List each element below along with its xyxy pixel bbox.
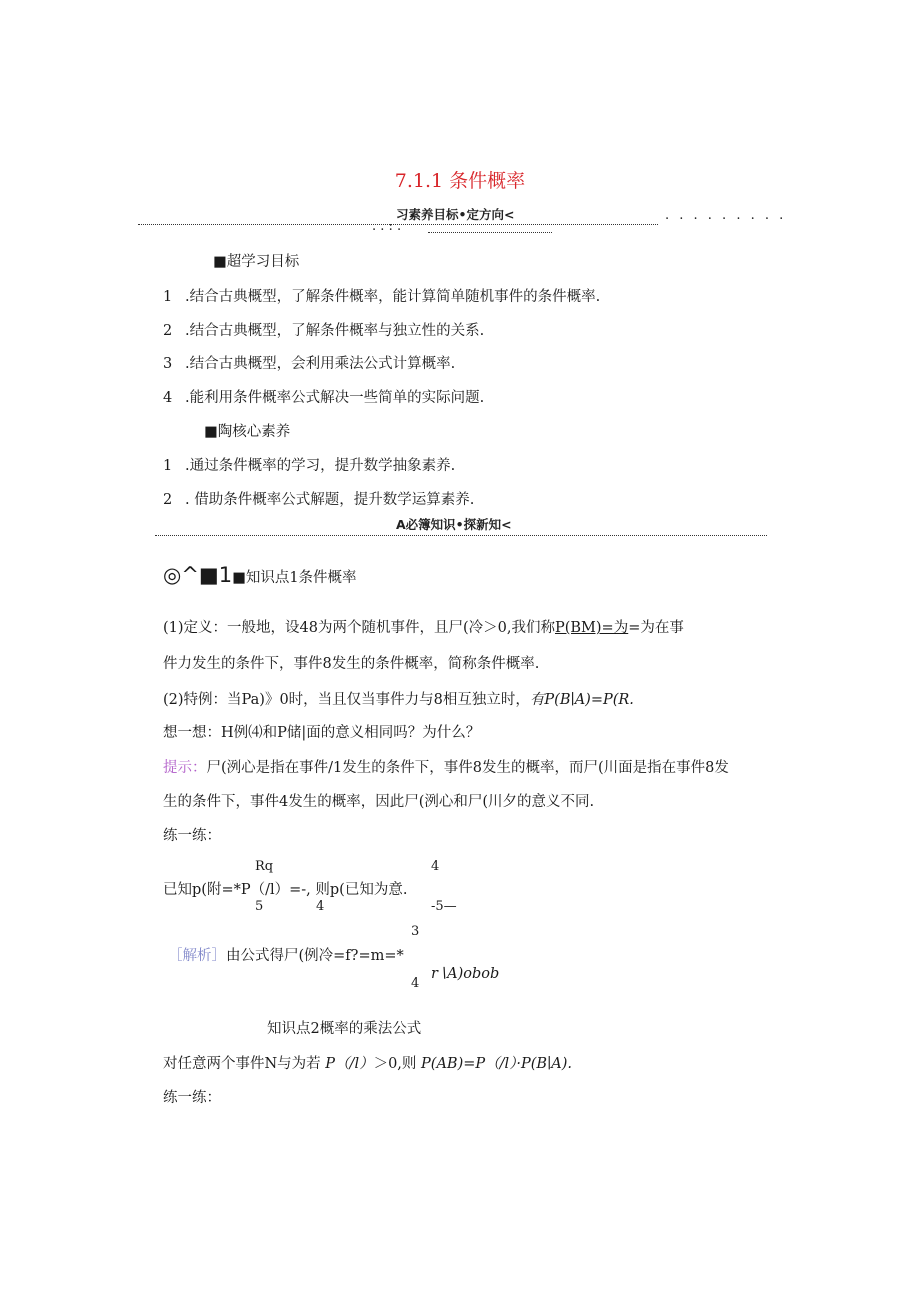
exercise-top-fraction: Rq [255, 859, 274, 874]
solution-formula: r∖A)obob [431, 966, 500, 982]
hint-line-1: 提示：尸(洌心是指在事件/1发生的条件下，事件8发生的概率，而尸(川面是指在事件8发 [163, 760, 729, 776]
definition-line-2: 件力发生的条件下，事件8发生的条件概率，简称条件概率. [163, 656, 540, 672]
knowledge-point-1-icon: ◎^■1 [163, 563, 233, 587]
practice-label-2: 练一练： [163, 1090, 221, 1106]
solution-label: ［解析］ [168, 948, 226, 964]
independence-formula: 有P(B∣A)=P(R. [529, 692, 634, 708]
section-heading-core: ■陶核心素养 [204, 424, 291, 440]
hint-label: 提示： [163, 760, 207, 776]
special-case-line: (2)特例：当Pa)》0时，当且仅当事件力与8相互独立时，有P(B∣A)=P(R. [163, 692, 634, 708]
section-banner-goals: 习素养目标•定方向< [392, 205, 518, 223]
core-item: 1 .通过条件概率的学习，提升数学抽象素养. [163, 458, 456, 474]
exercise-top-number: 4 [431, 859, 440, 874]
knowledge-point-1-heading [163, 563, 357, 587]
section-heading-goals: ■超学习目标 [213, 254, 300, 270]
multiplication-rule-line: 对任意两个事件N与为若 P（/l）＞0,则 P(AB)=P（/l）·P(B∣A). [163, 1056, 573, 1072]
goal-item: 2 .结合古典概型，了解条件概率与独立性的关系. [163, 323, 485, 339]
knowledge-point-1-title: ■知识点1条件概率 [232, 570, 357, 586]
page-title: 7.1.1 条件概率 [394, 170, 526, 192]
conditional-probability-formula: P(BM)=为 [554, 620, 629, 636]
section-banner-knowledge: A必簿知识•探新知< [392, 515, 516, 533]
solution-bottom-number: 4 [411, 976, 420, 991]
exercise-denominator-1: 5 [255, 899, 264, 914]
knowledge-point-2-title: 知识点2概率的乘法公式 [267, 1021, 422, 1037]
banner-divider-sub [428, 232, 552, 233]
banner-divider-knowledge [155, 535, 767, 536]
multiplication-formula: P(AB)=P（/l）·P(B∣A). [421, 1056, 573, 1072]
exercise-denominator-3: -5— [431, 899, 457, 914]
hint-line-2: 生的条件下，事件4发生的概率，因此尸(洌心和尸(川夕的意义不同. [163, 794, 595, 810]
solution-line: ［解析］由公式得尸(例冷=f?=m=* [168, 948, 404, 964]
think-question: 想一想：H例⑷和P储|面的意义相同吗？为什么？ [163, 725, 481, 741]
banner-dots-right: . . . . . . . . . [665, 208, 787, 223]
core-item: 2 . 借助条件概率公式解题，提升数学运算素养. [163, 492, 475, 508]
exercise-main: 已知p(附=*P（/l）=-, 则p(已知为意. [163, 882, 408, 898]
practice-label-1: 练一练： [163, 828, 221, 844]
solution-top-number: 3 [411, 924, 420, 939]
goal-item: 4 .能利用条件概率公式解决一些简单的实际问题. [163, 390, 485, 406]
goal-item: 1 .结合古典概型，了解条件概率，能计算简单随机事件的条件概率. [163, 289, 601, 305]
exercise-denominator-2: 4 [316, 899, 325, 914]
banner-dots-sub: . . : . [372, 219, 402, 234]
goal-item: 3 .结合古典概型，会利用乘法公式计算概率. [163, 356, 456, 372]
definition-line-1: (1)定义：一般地，设48为两个随机事件，且尸(冷＞0,我们称P(BM)=为=为在事 [163, 620, 684, 636]
